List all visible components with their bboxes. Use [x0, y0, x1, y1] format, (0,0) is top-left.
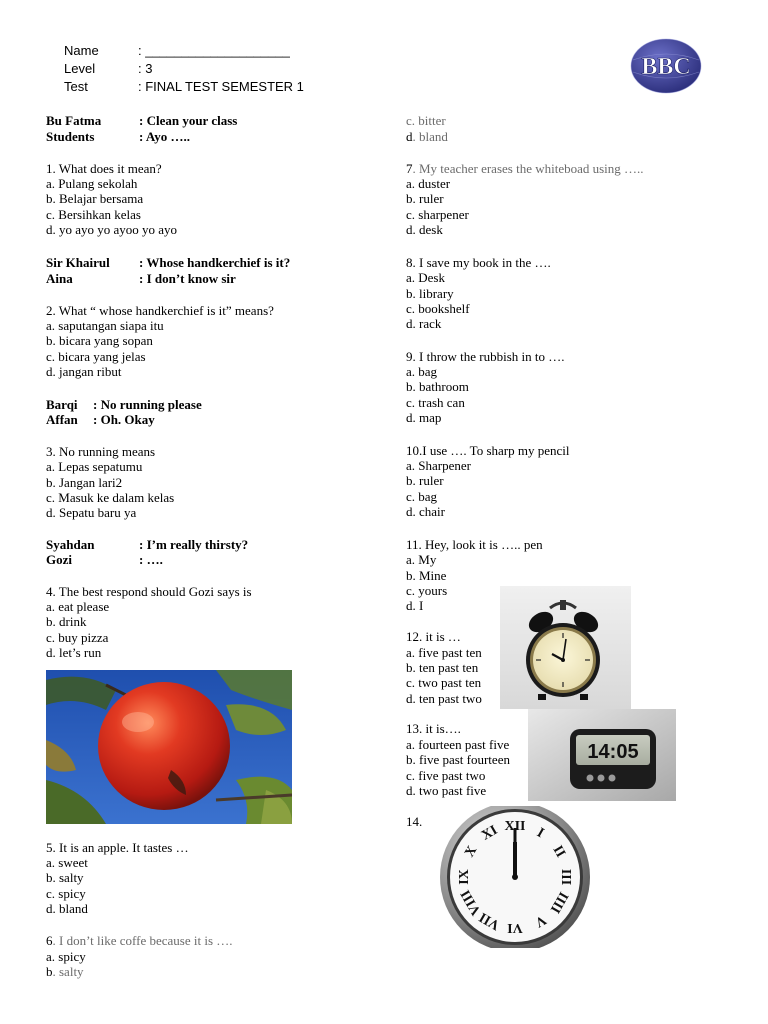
svg-text:14:05: 14:05 [587, 741, 639, 763]
question-text: 7. My teacher erases the whiteboad using ….. [406, 161, 644, 176]
speaker-name: Affan [46, 412, 78, 427]
test-value: : FINAL TEST SEMESTER 1 [138, 79, 304, 94]
option-a: a. fourteen past five [406, 737, 510, 752]
bbc-logo-icon [630, 38, 702, 94]
option-b: b. ten past ten [406, 660, 479, 675]
speaker-name: Bu Fatma [46, 113, 102, 128]
dialog-2 [46, 255, 366, 287]
option-b: b. Jangan lari2 [46, 475, 123, 490]
option-d: d. chair [406, 504, 445, 519]
header [64, 42, 364, 98]
option-a: a. duster [406, 176, 451, 191]
option-b: b. salty [46, 964, 84, 979]
clock-numeral: IIII [546, 889, 571, 916]
clock-numeral: III [558, 868, 573, 886]
speaker-line: : No running please [93, 397, 202, 412]
question-text: 2. What “ whose handkerchief is it” means? [46, 303, 274, 318]
option-a: a. Lepas sepatumu [46, 459, 143, 474]
option-c: c. bitter [406, 113, 446, 128]
speaker-name: Gozi [46, 552, 72, 567]
question-text: 10.I use …. To sharp my pencil [406, 443, 570, 458]
option-b: b. salty [46, 870, 84, 885]
clock-numeral: V [532, 911, 549, 930]
dialog-1 [46, 113, 366, 145]
level-value: : 3 [138, 61, 153, 76]
option-a: a. Sharpener [406, 458, 471, 473]
clock-numeral: IX [457, 869, 472, 885]
apple-photo [46, 670, 292, 824]
question-7 [406, 161, 746, 241]
option-a: a. My [406, 552, 437, 567]
option-d: d. let’s run [46, 645, 102, 660]
option-c: c. bookshelf [406, 301, 470, 316]
digital-clock-photo [528, 709, 676, 801]
question-text: 14. [406, 814, 423, 829]
option-d: d. ten past two [406, 691, 482, 706]
option-d: d. jangan ribut [46, 364, 122, 379]
speaker-line: : Ayo ….. [139, 129, 191, 144]
clock-numeral: VI [507, 920, 523, 935]
option-d: d. I [406, 598, 424, 613]
speaker-name: Students [46, 129, 95, 144]
question-13 [406, 721, 531, 801]
option-c: c. bicara yang jelas [46, 349, 146, 364]
option-d: d. desk [406, 222, 443, 237]
speaker-line: : Oh. Okay [93, 412, 155, 427]
question-text: 9. I throw the rubbish in to …. [406, 349, 565, 364]
option-a: a. eat please [46, 599, 110, 614]
option-b: b. Belajar bersama [46, 191, 144, 206]
question-6 [46, 933, 366, 981]
question-10 [406, 443, 726, 523]
option-c: c. Bersihkan kelas [46, 207, 141, 222]
question-text: 11. Hey, look it is ….. pen [406, 537, 543, 552]
option-b: b. drink [46, 614, 87, 629]
option-c: c. bag [406, 489, 438, 504]
option-b: b. library [406, 286, 454, 301]
question-9 [406, 349, 726, 429]
clock-numeral: VII [476, 908, 503, 933]
question-2 [46, 303, 366, 383]
dialog-3 [46, 397, 366, 429]
clock-numeral: XII [504, 819, 526, 834]
option-a: a. Desk [406, 270, 445, 285]
clock-numeral: VIII [458, 887, 485, 918]
question-text: 5. It is an apple. It tastes … [46, 840, 189, 855]
svg-text:BBC: BBC [641, 54, 691, 80]
option-c: c. five past two [406, 768, 486, 783]
option-d: d. two past five [406, 783, 487, 798]
speaker-line: : I don’t know sir [139, 271, 236, 286]
option-d: d. bland [406, 129, 448, 144]
option-b: b. bathroom [406, 379, 469, 394]
question-4 [46, 584, 366, 664]
question-text: 4. The best respond should Gozi says is [46, 584, 252, 599]
option-c: c. two past ten [406, 675, 482, 690]
option-a: a. saputangan siapa itu [46, 318, 164, 333]
dialog-4 [46, 537, 366, 569]
alarm-clock-photo [500, 586, 631, 709]
speaker-line: : …. [139, 552, 163, 567]
question-text: 13. it is…. [406, 721, 461, 736]
option-a: a. spicy [46, 949, 86, 964]
name-label: Name [64, 43, 99, 58]
level-label: Level [64, 61, 96, 76]
speaker-name: Syahdan [46, 537, 95, 552]
question-5 [46, 840, 366, 920]
clock-numeral: II [549, 843, 568, 861]
option-a: a. Pulang sekolah [46, 176, 138, 191]
speaker-name: Aina [46, 271, 73, 286]
option-a: a. five past ten [406, 645, 482, 660]
option-d: d. Sepatu baru ya [46, 505, 137, 520]
option-a: a. bag [406, 364, 438, 379]
question-12 [406, 629, 506, 709]
speaker-line: : Clean your class [139, 113, 238, 128]
option-b: b. five past fourteen [406, 752, 510, 767]
question-text: 1. What does it mean? [46, 161, 162, 176]
speaker-line: : I’m really thirsty? [139, 537, 249, 552]
question-text: 8. I save my book in the …. [406, 255, 551, 270]
option-b: b. Mine [406, 568, 447, 583]
question-text: 12. it is … [406, 629, 461, 644]
speaker-name: Sir Khairul [46, 255, 110, 270]
option-b: b. ruler [406, 191, 444, 206]
option-c: c. sharpener [406, 207, 469, 222]
option-c: c. yours [406, 583, 448, 598]
option-d: d. bland [46, 901, 88, 916]
option-b: b. ruler [406, 473, 444, 488]
option-a: a. sweet [46, 855, 88, 870]
clock-numeral: XI [479, 822, 501, 844]
option-d: d. yo ayo yo ayoo yo ayo [46, 222, 178, 237]
question-6-continued [406, 113, 726, 145]
clock-numeral: I [534, 825, 547, 842]
option-c: c. spicy [46, 886, 86, 901]
option-d: d. map [406, 410, 442, 425]
option-b: b. bicara yang sopan [46, 333, 153, 348]
test-label: Test [64, 79, 88, 94]
question-3 [46, 444, 366, 524]
wall-clock-photo [438, 806, 590, 948]
question-text: 3. No running means [46, 444, 156, 459]
name-field: : ____________________ [138, 43, 290, 58]
option-d: d. rack [406, 316, 442, 331]
question-text: 6. I don’t like coffe because it is …. [46, 933, 233, 948]
option-c: c. trash can [406, 395, 465, 410]
speaker-line: : Whose handkerchief is it? [139, 255, 291, 270]
option-c: c. Masuk ke dalam kelas [46, 490, 175, 505]
speaker-name: Barqi [46, 397, 78, 412]
question-1 [46, 161, 366, 241]
question-8 [406, 255, 726, 335]
clock-numeral: X [462, 843, 481, 860]
option-c: c. buy pizza [46, 630, 109, 645]
